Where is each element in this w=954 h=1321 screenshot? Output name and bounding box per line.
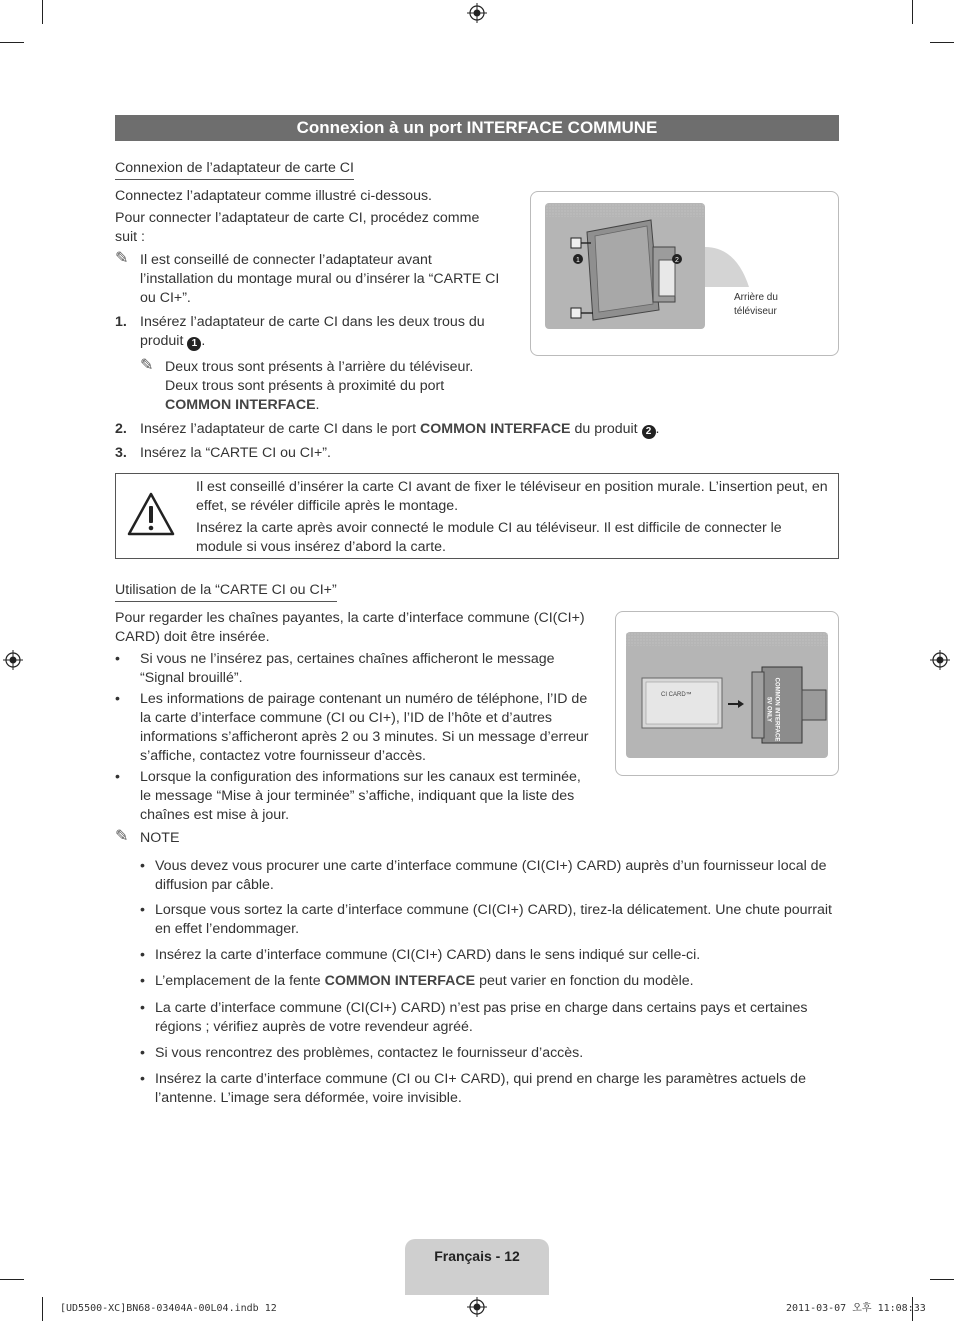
bullet-dot: • bbox=[115, 651, 120, 667]
step-number: 2. bbox=[115, 421, 127, 437]
tv-back-illustration bbox=[531, 192, 838, 355]
bullet-dot: • bbox=[140, 902, 145, 918]
port-voltage-label: 5V ONLY bbox=[765, 696, 772, 723]
print-timestamp: 2011-03-07 오후 11:08:33 bbox=[786, 1303, 926, 1314]
step-number: 1. bbox=[115, 314, 127, 330]
bullet-dot: • bbox=[140, 1000, 145, 1016]
card-bullet-2: Les informations de pairage contenant un numéro de téléphone, l’ID de la carte d’interface commune (CI ou CI+), l’ID de l’hôte et d’autres informations s’afficheront après 2 ou 3 minutes. Si un message d’erreur s’affiche, contactez votre fournisseur d’accès. bbox=[140, 691, 589, 764]
note-pencil-icon: ✎ bbox=[115, 828, 129, 845]
step-1-note-label: Deux trous sont présents à l’arrière du téléviseur. Deux trous sont présents à proximité du port bbox=[165, 359, 474, 394]
step-number: 3. bbox=[115, 445, 127, 461]
note-pencil-icon: ✎ bbox=[140, 357, 154, 374]
marker-2-icon: 2 bbox=[642, 425, 656, 439]
bullet-dot: • bbox=[140, 973, 145, 989]
crop-mark bbox=[930, 42, 954, 43]
note-item-4 bbox=[155, 972, 835, 991]
registration-mark-icon bbox=[3, 650, 23, 670]
card-intro: Pour regarder les chaînes payantes, la carte d’interface commune (CI(CI+) CARD) doit être insérée. bbox=[115, 610, 585, 645]
keyword-common-interface: COMMON INTERFACE bbox=[165, 397, 316, 413]
step-1-note: Deux trous sont présents à l’arrière du téléviseur. Deux trous sont présents à proximité du port COMMON INTERFACE. bbox=[165, 359, 474, 413]
bullet-dot: • bbox=[115, 691, 120, 707]
ci-card-figure bbox=[615, 611, 839, 776]
bullet-dot: • bbox=[140, 947, 145, 963]
note-item-3: Insérez la carte d’interface commune (CI(CI+) CARD) dans le sens indiqué sur celle-ci. bbox=[155, 947, 701, 963]
adapter-intro-2: Pour connecter l’adaptateur de carte CI, procédez comme suit : bbox=[115, 210, 480, 245]
crop-mark bbox=[930, 1279, 954, 1280]
note-item-5: La carte d’interface commune (CI(CI+) CARD) n’est pas prise en charge dans certains pays et certaines régions ; vérifiez auprès de votre revendeur agréé. bbox=[155, 1000, 808, 1035]
crop-mark bbox=[0, 1279, 24, 1280]
page-number-tab: Français - 12 bbox=[405, 1239, 549, 1295]
card-bullet-3: Lorsque la configuration des informations sur les canaux est terminée, le message “Mise à jour terminée” s’affiche, indiquant que la liste des chaînes est mise à jour. bbox=[140, 769, 581, 823]
step-1-label: Insérez l’adaptateur de carte CI dans les deux trous du produit bbox=[140, 314, 485, 349]
adapter-intro-1: Connectez l’adaptateur comme illustré ci-dessous. bbox=[115, 188, 433, 204]
step-3-text: Insérez la “CARTE CI ou CI+”. bbox=[140, 445, 331, 461]
crop-mark bbox=[0, 42, 24, 43]
crop-mark bbox=[42, 1297, 43, 1321]
figure-marker-1: 1 bbox=[576, 257, 580, 264]
file-name: [UD5500-XC]BN68-03404A-00L04.indb 12 bbox=[60, 1303, 277, 1314]
common-interface-port-label: COMMON INTERFACE bbox=[773, 677, 780, 742]
warning-text-2: Insérez la carte après avoir connecté le module CI au téléviseur. Il est difficile de connecter le module si vous insérez d’abord la carte. bbox=[196, 520, 782, 555]
registration-mark-icon bbox=[467, 1297, 487, 1317]
bullet-dot: • bbox=[140, 1071, 145, 1087]
keyword-common-interface: COMMON INTERFACE bbox=[324, 973, 476, 989]
crop-mark bbox=[912, 0, 913, 24]
keyword-common-interface: COMMON INTERFACE bbox=[419, 421, 571, 437]
tv-back-label: Arrière du téléviseur bbox=[734, 292, 778, 317]
ci-card-label: CI CARD™ bbox=[661, 692, 692, 698]
crop-mark bbox=[42, 0, 43, 24]
adapter-figure bbox=[530, 191, 839, 356]
step-2-label-end: du produit bbox=[574, 421, 638, 437]
registration-mark-icon bbox=[930, 650, 950, 670]
figure-marker-2: 2 bbox=[675, 257, 679, 264]
note-item-4-prefix: L’emplacement de la fente bbox=[155, 973, 321, 989]
bullet-dot: • bbox=[115, 769, 120, 785]
ci-card-illustration bbox=[616, 612, 838, 775]
registration-mark-icon bbox=[467, 3, 487, 23]
warning-text-1: Il est conseillé d’insérer la carte CI avant de fixer le téléviseur en position murale. L’insertion peut, en effet, se révéler difficile après le montage. bbox=[196, 479, 828, 514]
note-item-1: Vous devez vous procurer une carte d’interface commune (CI(CI+) CARD) auprès d’un fournisseur local de diffusion par câble. bbox=[155, 858, 827, 893]
bullet-dot: • bbox=[140, 1045, 145, 1061]
note-label: NOTE bbox=[140, 830, 180, 846]
note-item-4-suffix: peut varier en fonction du modèle. bbox=[479, 973, 694, 989]
marker-1-icon: 1 bbox=[187, 337, 201, 351]
adapter-heading: Connexion de l’adaptateur de carte CI bbox=[115, 159, 354, 180]
step-2-label: Insérez l’adaptateur de carte CI dans le port bbox=[140, 421, 417, 437]
note-item-2: Lorsque vous sortez la carte d’interface commune (CI(CI+) CARD), tirez-la délicatement. Une chute pourrait en effet l’endommager. bbox=[155, 902, 832, 937]
note-pencil-icon: ✎ bbox=[115, 250, 129, 267]
warning-box bbox=[115, 473, 839, 559]
section-title: Connexion à un port INTERFACE COMMUNE bbox=[115, 115, 839, 141]
step-2-text: Insérez l’adaptateur de carte CI dans le port COMMON INTERFACE du produit 2 . bbox=[140, 421, 660, 437]
bullet-dot: • bbox=[140, 858, 145, 874]
note-item-6: Si vous rencontrez des problèmes, contactez le fournisseur d’accès. bbox=[155, 1045, 584, 1061]
card-bullet-1: Si vous ne l’insérez pas, certaines chaînes afficheront le message “Signal brouillé”. bbox=[140, 651, 555, 686]
card-heading: Utilisation de la “CARTE CI ou CI+” bbox=[115, 581, 337, 602]
adapter-note-1: Il est conseillé de connecter l’adaptateur avant l’installation du montage mural ou d’insérer la “CARTE CI ou CI+”. bbox=[140, 252, 500, 306]
note-item-7: Insérez la carte d’interface commune (CI ou CI+ CARD), qui prend en charge les paramètres actuels de l’antenne. L’image sera déformée, voire invisible. bbox=[155, 1071, 806, 1106]
warning-triangle-icon bbox=[126, 491, 176, 537]
step-1-text: Insérez l’adaptateur de carte CI dans les deux trous du produit 1 . bbox=[140, 314, 485, 349]
